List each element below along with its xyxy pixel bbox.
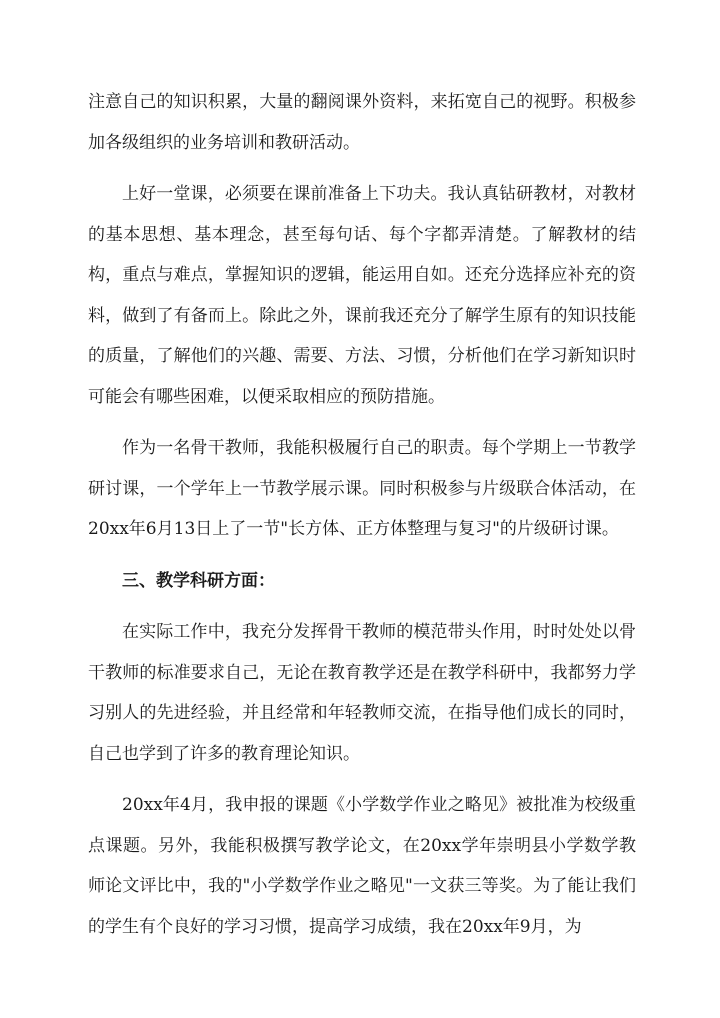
paragraph-backbone-teacher: 作为一名骨干教师，我能积极履行自己的职责。每个学期上一节教学研讨课，一个学年上一节教学展示课。同时积极参与片级联合体活动，在20xx年6月13日上了一节"长方体、正方体整理与复习"的片级研讨课。 [88,438,636,539]
document-body [88,82,636,958]
paragraph-research-project: 20xx年4月，我申报的课题《小学数学作业之略见》被批准为校级重点课题。另外，我能积极撰写教学论文，在20xx学年崇明县小学数学教师论文评比中，我的"小学数学作业之略见"一文获三等奖。为了能让我们的学生有个良好的学习习惯，提高学习成绩，我在20xx年9月，为 [88,795,636,937]
section-heading-research: 三、教学科研方面： [122,570,275,591]
paragraph-research-role: 在实际工作中，我充分发挥骨干教师的模范带头作用，时时处处以骨干教师的标准要求自己，无论在教育教学还是在教学科研中，我都努力学习别人的先进经验，并且经常和年轻教师交流，在指导他们成长的同时，自己也学到了许多的教育理论知识。 [88,622,636,764]
paragraph-continuation: 注意自己的知识积累，大量的翻阅课外资料，来拓宽自己的视野。积极参加各级组织的业务培训和教研活动。 [88,92,636,153]
paragraph-lesson-preparation: 上好一堂课，必须要在课前准备上下功夫。我认真钻研教材，对教材的基本思想、基本理念，甚至每句话、每个字都弄清楚。了解教材的结构，重点与难点，掌握知识的逻辑，能运用自如。还充分选择应补充的资料，做到了有备而上。除此之外，课前我还充分了解学生原有的知识技能的质量，了解他们的兴趣、需要、方法、习惯，分析他们在学习新知识时可能会有哪些困难，以便采取相应的预防措施。 [88,184,636,407]
